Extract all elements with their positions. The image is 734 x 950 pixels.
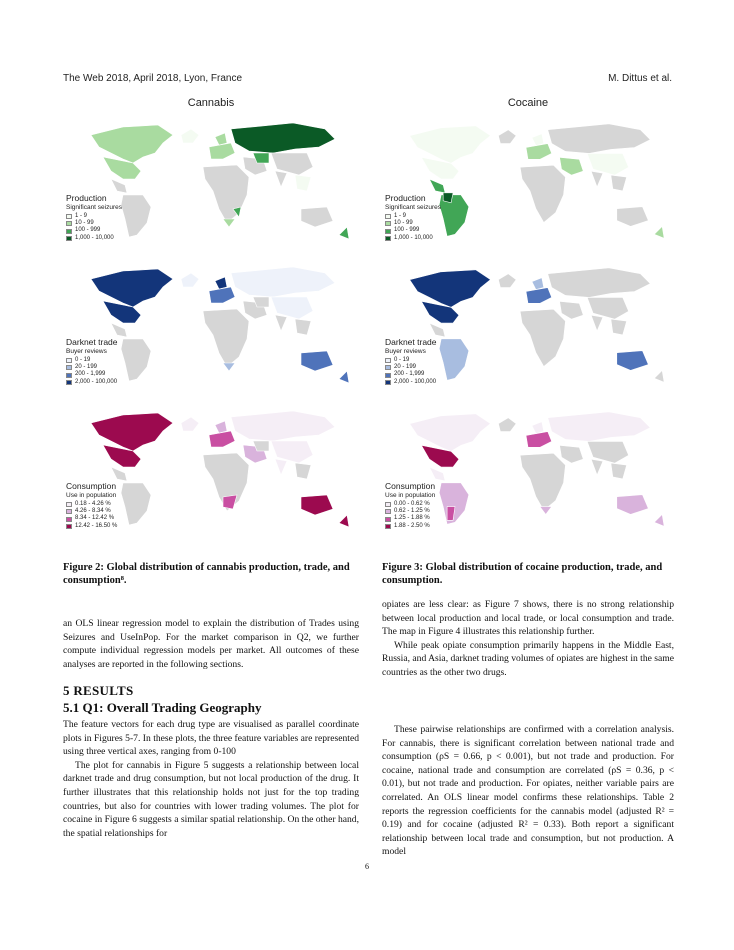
running-header-right: M. Dittus et al.: [608, 73, 672, 84]
legend-item: 0.62 - 1.25 %: [385, 508, 435, 515]
legend-swatch: [66, 517, 72, 522]
figure-title: Cocaine: [507, 97, 549, 109]
legend-swatch: [385, 373, 391, 378]
legend-item: 20 - 199: [66, 364, 118, 371]
legend-swatch: [66, 365, 72, 370]
legend-item: 10 - 99: [385, 220, 441, 227]
map-legend: [385, 337, 437, 386]
legend-swatch: [66, 229, 72, 234]
legend-swatch: [385, 524, 391, 529]
legend-item: 1 - 9: [385, 213, 441, 220]
legend-subtitle: Buyer reviews: [66, 348, 107, 355]
legend-swatch: [66, 502, 72, 507]
section-heading: 5 RESULTS: [63, 683, 134, 698]
map-panel-production: [382, 113, 674, 255]
legend-item: 0.00 - 0.62 %: [385, 501, 435, 508]
legend-swatch: [66, 236, 72, 241]
legend-subtitle: Buyer reviews: [385, 348, 426, 355]
legend-swatch: [385, 509, 391, 514]
figure-cocaine: [382, 97, 674, 547]
map-legend: [66, 193, 122, 242]
legend-subtitle: Significant seizures: [385, 204, 441, 211]
legend-item: 1.88 - 2.50 %: [385, 523, 435, 530]
map-panel-production: [63, 113, 359, 255]
body-column-right-bottom: [382, 723, 674, 859]
map-legend: [385, 481, 435, 530]
legend-item: 12.42 - 16.50 %: [66, 523, 117, 530]
running-header-left: The Web 2018, April 2018, Lyon, France: [63, 73, 242, 84]
legend-swatch: [385, 358, 391, 363]
body-paragraph: The plot for cannabis in Figure 5 suggests a relationship between local darknet trade and drug consumption, but not local production of the drug. It further illustrates that this relationship holds not just for the top trading countries, but also for countries with lower trading volumes. The plot for cocaine in Figure 6 suggests a similar spatial relationship. On the other hand, the spatial relationships for: [63, 759, 359, 839]
legend-item: 1 - 9: [66, 213, 122, 220]
legend-swatch: [385, 236, 391, 241]
legend-swatch: [385, 221, 391, 226]
legend-item: 0 - 19: [385, 357, 437, 364]
body-paragraph: opiates are less clear: as Figure 7 shows, there is no strong relationship between local production and local trade, or local consumption and trade. The map in Figure 4 illustrates this relationship further.: [382, 599, 674, 638]
page-number: 6: [365, 862, 369, 871]
legend-swatch: [385, 214, 391, 219]
legend-item: 2,000 - 100,000: [66, 379, 118, 386]
legend-subtitle: Use in population: [66, 492, 117, 499]
legend-swatch: [66, 214, 72, 219]
legend-swatch: [385, 380, 391, 385]
body-paragraph: The feature vectors for each drug type are visualised as parallel coordinate plots in Figures 5-7. In these plots, the three feature variables are represented using three vertical axes, ranging from 0-100: [63, 719, 359, 758]
legend-title: Production: [66, 193, 107, 203]
legend-swatch: [66, 509, 72, 514]
figure-cannabis: [63, 97, 359, 547]
legend-swatch: [66, 358, 72, 363]
legend-item: 0.18 - 4.26 %: [66, 501, 117, 508]
figure-caption: Figure 2: Global distribution of cannabis production, trade, and consumption⁸.: [63, 562, 350, 586]
legend-item: 8.34 - 12.42 %: [66, 515, 117, 522]
legend-item: 10 - 99: [66, 220, 122, 227]
map-legend: [385, 193, 441, 242]
legend-swatch: [66, 221, 72, 226]
legend-item: 1.25 - 1.88 %: [385, 515, 435, 522]
body-column-right-top: [382, 598, 674, 680]
legend-swatch: [385, 502, 391, 507]
map-panel-consumption: [63, 401, 359, 543]
legend-item: 1,000 - 10,000: [66, 235, 122, 242]
legend-item: 100 - 999: [66, 227, 122, 234]
legend-swatch: [66, 524, 72, 529]
map-panel-darknet-trade: [382, 257, 674, 399]
legend-title: Darknet trade: [385, 337, 437, 347]
legend-title: Consumption: [66, 481, 117, 491]
legend-item: 200 - 1,999: [385, 371, 437, 378]
body-column-left: [63, 718, 359, 840]
legend-item: 2,000 - 100,000: [385, 379, 437, 386]
legend-item: 0 - 19: [66, 357, 118, 364]
legend-item: 100 - 999: [385, 227, 441, 234]
map-legend: [66, 481, 117, 530]
map-panel-darknet-trade: [63, 257, 359, 399]
map-panel-consumption: [382, 401, 674, 543]
legend-title: Consumption: [385, 481, 436, 491]
figure-title: Cannabis: [187, 97, 235, 109]
legend-swatch: [66, 380, 72, 385]
body-paragraph: These pairwise relationships are confirmed with a correlation analysis. For cannabis, there is significant correlation between national trade and consumption (ρS = 0.66, p < 0.001), but not trade and production. For cocaine, national trade and consumption are correlated (ρS = 0.36, p < 0.01), but not trade and production. For opiates, neither variable pairs are correlated. An OLS linear model confirms these relationships. Table 2 reports the regression coefficients for the cannabis model (adjusted R² = 0.19) and for cocaine (adjusted R² = 0.33). Both report a significant relationship between local trade and consumption, but not production. A model: [382, 724, 674, 858]
legend-item: 4.26 - 8.34 %: [66, 508, 117, 515]
legend-title: Production: [385, 193, 426, 203]
legend-subtitle: Use in population: [385, 492, 436, 499]
legend-swatch: [385, 517, 391, 522]
legend-swatch: [385, 365, 391, 370]
legend-item: 200 - 1,999: [66, 371, 118, 378]
subsection-heading: 5.1 Q1: Overall Trading Geography: [63, 700, 262, 715]
legend-swatch: [385, 229, 391, 234]
legend-item: 20 - 199: [385, 364, 437, 371]
body-paragraph: an OLS linear regression model to explain the distribution of Trades using Seizures and UseInPop. For the market comparison in Q2, we further compute individual regression models per market. All outcomes of these analyses are reported in the following sections.: [63, 618, 359, 670]
legend-title: Darknet trade: [66, 337, 118, 347]
legend-item: 1,000 - 10,000: [385, 235, 441, 242]
body-paragraph: While peak opiate consumption primarily happens in the Middle East, Russia, and Asia, darknet trading volumes of opiates are highest in the same countries as the other two drugs.: [382, 639, 675, 678]
legend-subtitle: Significant seizures: [66, 204, 122, 211]
map-legend: [66, 337, 118, 386]
figure-caption: Figure 3: Global distribution of cocaine production, trade, and consumption.: [382, 562, 663, 586]
legend-swatch: [66, 373, 72, 378]
